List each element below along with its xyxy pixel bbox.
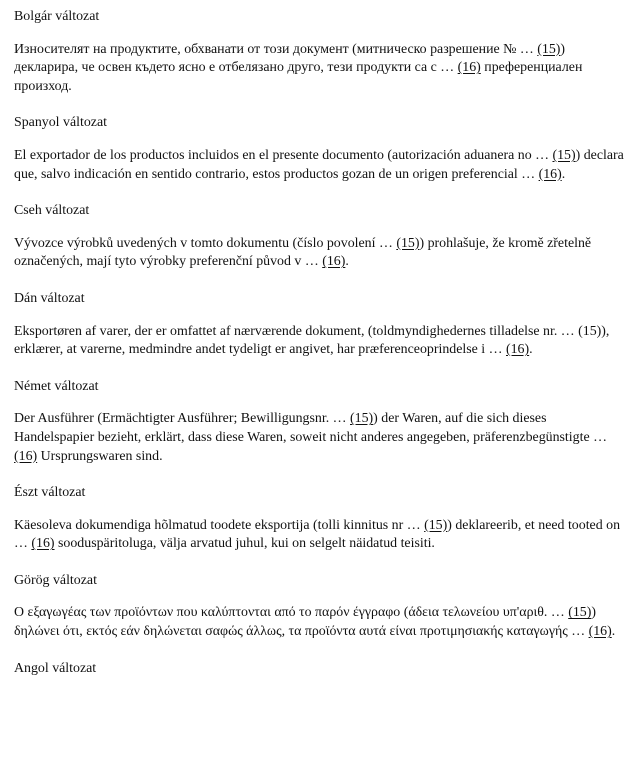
section-heading: Bolgár változat (14, 9, 100, 24)
footnote-reference: (15) (350, 411, 374, 427)
paragraph-text: Износителят на продуктите, обхванати от този документ (митническо разрешение № … (14, 41, 538, 57)
footnote-reference: (16) (457, 60, 481, 76)
footnote-reference: (16) (538, 166, 562, 182)
paragraph-text: ) declara que, salvo indicación en sentido contrario, estos productos gozan de un origen preferencial … (14, 147, 624, 182)
section-heading: Cseh változat (14, 203, 90, 219)
paragraph-text: ) der Waren, auf die sich dieses Handelspapier bezieht, erklärt, dass diese Waren, soweit nicht anderes angegeben, präferenzbegünstigte … (14, 411, 607, 445)
declaration-paragraph (14, 235, 630, 272)
declaration-paragraph (14, 147, 630, 184)
paragraph-text: Ursprungswaren sind. (37, 448, 163, 464)
section-heading: Dán változat (14, 290, 85, 306)
paragraph-text: . (345, 254, 349, 270)
paragraph-text: . (611, 624, 616, 640)
declaration-paragraph (14, 41, 630, 97)
section-heading: Spanyol változat (14, 115, 107, 131)
paragraph-text: Der Ausführer (Ermächtigter Ausführer; Bewilligungsnr. … (14, 411, 350, 427)
document-body (14, 8, 630, 678)
section-heading: Angol változat (14, 660, 97, 676)
footnote-reference: (15) (396, 235, 420, 251)
footnote-reference: (16) (588, 624, 612, 640)
paragraph-text: Eksportøren af varer, der er omfattet af nærværende dokument, (toldmyndighedernes tilladelse nr. … (15)), erklærer, at varerne, medmindre andet tydeligt er angivet, har præferenceoprindelse i … (14, 323, 610, 358)
paragraph-text: Käesoleva dokumendiga hõlmatud toodete eksportija (tolli kinnitus nr … (14, 517, 425, 533)
declaration-paragraph (14, 410, 630, 466)
declaration-paragraph (14, 604, 630, 641)
footnote-reference: (15) (568, 605, 592, 621)
footnote-reference: (16) (31, 536, 55, 552)
footnote-reference: (16) (505, 342, 530, 358)
paragraph-text: sooduspäritoluga, välja arvatud juhul, kui on selgelt näidatud teisiti. (54, 536, 435, 552)
paragraph-text: El exportador de los productos incluidos en el presente documento (autorización aduanera no … (14, 147, 553, 163)
footnote-reference: (15) (552, 147, 576, 163)
section-heading: Német változat (14, 378, 99, 394)
section-heading: Görög változat (14, 572, 97, 588)
paragraph-text: Vývozce výrobků uvedených v tomto dokumentu (číslo povolení … (14, 235, 397, 251)
paragraph-text: . (561, 166, 566, 182)
section-heading: Észt változat (14, 485, 86, 501)
declaration-paragraph (14, 517, 630, 554)
footnote-reference: (16) (322, 254, 346, 270)
paragraph-text: ) δηλώνει ότι, εκτός εάν δηλώνεται σαφώς άλλως, τα προϊόντα αυτά είναι προτιμησιακής καταγωγής … (14, 605, 597, 640)
paragraph-text: преференциален произход. (14, 60, 583, 94)
paragraph-text: . (529, 342, 533, 358)
paragraph-text: ) prohlašuje, že kromě zřetelně označených, mají tyto výrobky preferenční původ v … (14, 235, 592, 270)
paragraph-text: ) декларира, че освен където ясно е отбелязано друго, тези продукти са с … (14, 41, 566, 76)
declaration-paragraph (14, 323, 630, 360)
paragraph-text: Ο εξαγωγέας των προϊόντων που καλύπτονται από το παρόν έγγραφο (άδεια τελωνείου υπ'αριθ. … (14, 605, 569, 621)
paragraph-text: ) deklareerib, et need tooted on … (14, 517, 621, 552)
footnote-reference: (15) (424, 517, 448, 533)
footnote-reference: (15) (537, 41, 561, 57)
footnote-reference: (16) (14, 448, 38, 464)
